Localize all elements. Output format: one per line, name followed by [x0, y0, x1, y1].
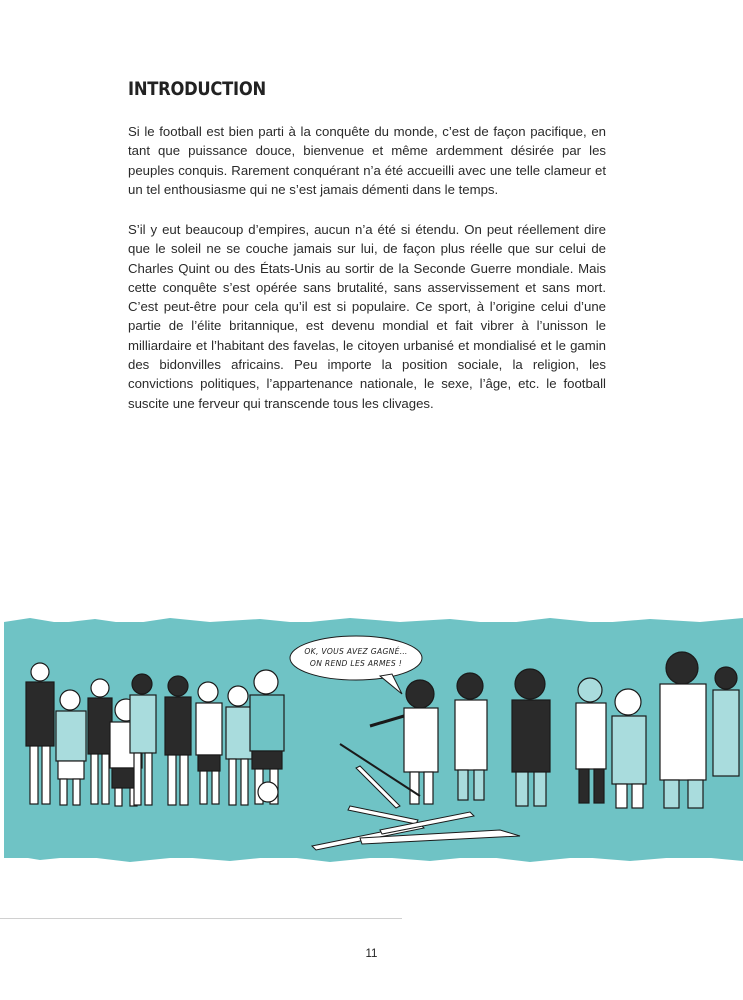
band-rough-bottom — [4, 852, 743, 862]
speech-bubble-text — [286, 646, 426, 670]
speech-line-1: OK, VOUS AVEZ GAGNÉ… — [304, 647, 408, 656]
intro-paragraph-2: S’il y eut beaucoup d’empires, aucun n’a été si étendu. On peut réellement dire que le soleil ne se couche jamais sur lui, de façon plus réelle que sur celui de Charles Quint ou des États-Unis au sortir de la Seconde Guerre mondiale. Mais cette conquête s’est opérée sans brutalité, sans asservissement et sans mort. C’est peut-être pour cela qu’il est si populaire. Ce sport, à l’origine celui d’une partie de l’élite britannique, est devenu mondial et fait vibrer à l’unisson le milliardaire et l’habitant des favelas, le citoyen urbanisé et mondialisé et le gamin des bidonvilles africains. Peu importe la position sociale, la religion, les convictions politiques, l’appartenance nationale, le sexe, l’âge, etc. le football suscite une ferveur qui transcende tous les clivages. — [128, 222, 606, 411]
page-number: 11 — [365, 948, 378, 960]
intro-paragraph-1: Si le football est bien parti à la conquête du monde, c’est de façon pacifique, en tant que puissance douce, bienvenue et même ardemment désirée par les peuples conquis. Rarement conquérant n’a été accueilli avec une telle clameur et un tel enthousiasme qui ne s’est jamais démenti dans le temps. — [128, 124, 606, 197]
footer-divider — [0, 918, 402, 919]
warrior-7 — [713, 667, 739, 776]
speech-line-2: ON REND LES ARMES ! — [309, 659, 403, 668]
band-rough-top — [4, 618, 743, 626]
football-ball — [258, 782, 278, 802]
chapter-heading: INTRODUCTION — [128, 78, 266, 100]
